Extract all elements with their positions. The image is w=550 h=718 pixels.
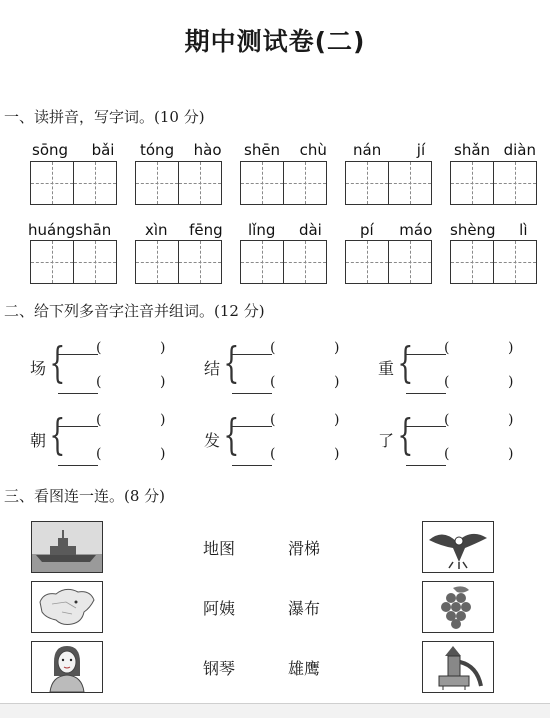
pinyin-label — [244, 141, 327, 159]
tianzige-box[interactable] — [240, 161, 284, 205]
answer-blank[interactable] — [406, 393, 446, 394]
section-3-heading: 三、看图连一连。(8 分) — [4, 487, 166, 505]
tianzige-box[interactable] — [135, 240, 179, 284]
open-paren: ( — [270, 412, 276, 428]
page-bottom-bar — [0, 703, 550, 718]
ship-icon[interactable] — [31, 521, 103, 573]
polyphone-item — [204, 410, 354, 470]
pinyin-syllable: diàn — [503, 141, 536, 159]
tianzige-box[interactable] — [450, 161, 494, 205]
open-paren: ( — [444, 340, 450, 356]
pinyin-syllable: huángshān — [28, 221, 112, 239]
connect-word[interactable]: 滑梯 — [288, 539, 321, 558]
polyphone-char: 发 — [204, 431, 221, 450]
close-paren: ) — [160, 446, 166, 462]
tianzige-box[interactable] — [283, 161, 327, 205]
tianzige-box[interactable] — [240, 240, 284, 284]
open-paren: ( — [96, 374, 102, 390]
tianzige-box[interactable] — [493, 161, 537, 205]
section-1-heading: 一、读拼音，写字词。(10 分) — [4, 108, 205, 126]
answer-blank[interactable] — [406, 426, 446, 427]
brace: { — [223, 338, 240, 387]
pinyin-label — [454, 141, 536, 159]
pinyin-label — [248, 221, 322, 239]
close-paren: ) — [508, 446, 514, 462]
answer-blank[interactable] — [232, 465, 272, 466]
open-paren: ( — [444, 412, 450, 428]
answer-blank[interactable] — [232, 354, 272, 355]
tianzige-box[interactable] — [283, 240, 327, 284]
polyphone-char: 重 — [378, 359, 395, 378]
brace: { — [223, 410, 240, 459]
pinyin-syllable: máo — [399, 221, 433, 239]
pinyin-syllable: chù — [299, 141, 327, 159]
open-paren: ( — [270, 374, 276, 390]
polyphone-char: 结 — [204, 359, 221, 378]
close-paren: ) — [334, 412, 340, 428]
tianzige-box[interactable] — [345, 240, 389, 284]
tianzige-box[interactable] — [73, 161, 117, 205]
pinyin-syllable: hào — [193, 141, 222, 159]
pinyin-syllable: lǐng — [248, 221, 276, 239]
close-paren: ) — [508, 412, 514, 428]
pinyin-syllable: shèng — [450, 221, 496, 239]
answer-blank[interactable] — [232, 426, 272, 427]
polyphone-item — [204, 338, 354, 398]
pinyin-syllable: shēn — [244, 141, 281, 159]
tianzige-box[interactable] — [178, 161, 222, 205]
pinyin-label — [145, 221, 223, 239]
grapes-icon[interactable] — [422, 581, 494, 633]
pinyin-label — [140, 141, 222, 159]
eagle-icon[interactable] — [422, 521, 494, 573]
tianzige-box[interactable] — [388, 161, 432, 205]
pinyin-label — [28, 221, 111, 239]
polyphone-char: 场 — [30, 359, 47, 378]
answer-blank[interactable] — [58, 426, 98, 427]
connect-word[interactable]: 阿姨 — [203, 599, 236, 618]
answer-blank[interactable] — [58, 465, 98, 466]
close-paren: ) — [160, 340, 166, 356]
open-paren: ( — [444, 446, 450, 462]
brace: { — [397, 410, 414, 459]
tianzige-box[interactable] — [30, 161, 74, 205]
pinyin-syllable: tóng — [140, 141, 175, 159]
close-paren: ) — [160, 412, 166, 428]
pinyin-syllable: dài — [298, 221, 322, 239]
pinyin-label — [360, 221, 432, 239]
section-2-heading: 二、给下列多音字注音并组词。(12 分) — [4, 302, 265, 320]
pinyin-syllable: bǎi — [91, 141, 115, 159]
close-paren: ) — [334, 340, 340, 356]
pinyin-syllable: lì — [519, 221, 528, 239]
tianzige-box[interactable] — [135, 161, 179, 205]
polyphone-char: 了 — [378, 431, 395, 450]
pinyin-label — [450, 221, 528, 239]
open-paren: ( — [96, 412, 102, 428]
polyphone-item — [378, 410, 528, 470]
tianzige-box[interactable] — [30, 240, 74, 284]
open-paren: ( — [444, 374, 450, 390]
tianzige-box[interactable] — [73, 240, 117, 284]
pinyin-label — [32, 141, 114, 159]
answer-blank[interactable] — [406, 465, 446, 466]
tianzige-box[interactable] — [178, 240, 222, 284]
open-paren: ( — [270, 446, 276, 462]
pinyin-syllable: jí — [416, 141, 426, 159]
answer-blank[interactable] — [58, 393, 98, 394]
slide-castle-icon[interactable] — [422, 641, 494, 693]
brace: { — [49, 338, 66, 387]
connect-word[interactable]: 瀑布 — [288, 599, 321, 618]
tianzige-box[interactable] — [388, 240, 432, 284]
woman-portrait-icon[interactable] — [31, 641, 103, 693]
brace: { — [49, 410, 66, 459]
pinyin-syllable: sōng — [32, 141, 69, 159]
open-paren: ( — [96, 446, 102, 462]
answer-blank[interactable] — [406, 354, 446, 355]
connect-word[interactable]: 地图 — [203, 539, 236, 558]
open-paren: ( — [270, 340, 276, 356]
polyphone-item — [378, 338, 528, 398]
close-paren: ) — [508, 374, 514, 390]
close-paren: ) — [160, 374, 166, 390]
pinyin-syllable: shǎn — [454, 141, 491, 159]
open-paren: ( — [96, 340, 102, 356]
pinyin-syllable: xìn — [145, 221, 168, 239]
polyphone-item — [30, 410, 180, 470]
tianzige-box[interactable] — [345, 161, 389, 205]
pinyin-label — [353, 141, 425, 159]
polyphone-item — [30, 338, 180, 398]
answer-blank[interactable] — [232, 393, 272, 394]
china-map-icon[interactable] — [31, 581, 103, 633]
close-paren: ) — [334, 374, 340, 390]
close-paren: ) — [334, 446, 340, 462]
pinyin-syllable: nán — [353, 141, 382, 159]
tianzige-box[interactable] — [493, 240, 537, 284]
connect-word[interactable]: 钢琴 — [203, 659, 236, 678]
brace: { — [397, 338, 414, 387]
pinyin-syllable: pí — [360, 221, 374, 239]
connect-word[interactable]: 雄鹰 — [288, 659, 321, 678]
tianzige-box[interactable] — [450, 240, 494, 284]
polyphone-char: 朝 — [30, 431, 47, 450]
page-title: 期中测试卷(二) — [184, 27, 366, 56]
answer-blank[interactable] — [58, 354, 98, 355]
close-paren: ) — [508, 340, 514, 356]
pinyin-syllable: fēng — [189, 221, 223, 239]
